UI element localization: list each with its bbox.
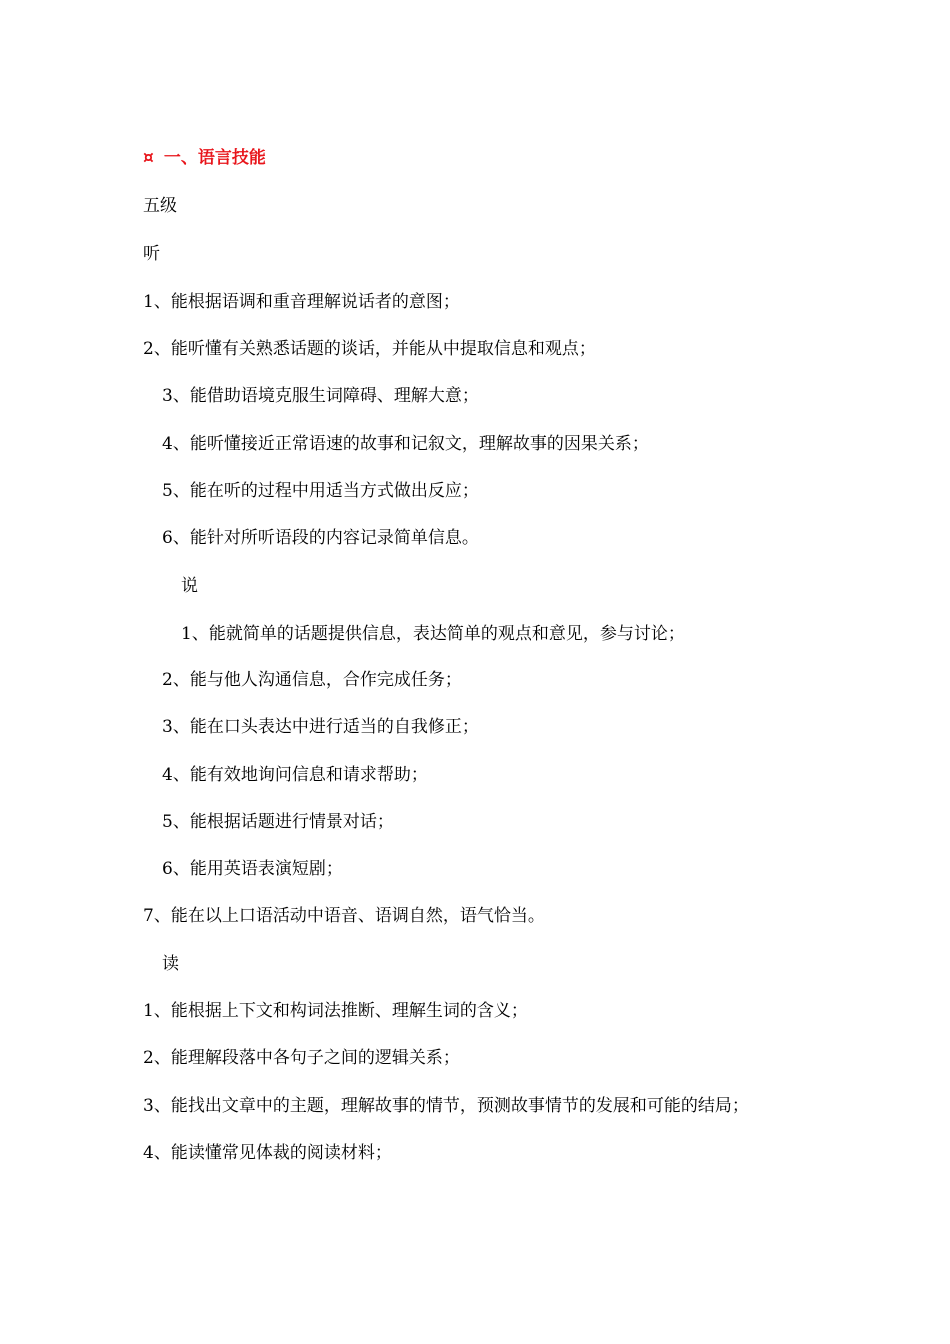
listening-title: 听 — [143, 244, 160, 264]
list-item: 4、能听懂接近正常语速的故事和记叙文，理解故事的因果关系； — [162, 434, 649, 454]
list-item: 7、能在以上口语活动中语音、语调自然，语气恰当。 — [143, 906, 545, 926]
list-item: 5、能根据话题进行情景对话； — [162, 812, 394, 832]
list-item: 6、能用英语表演短剧； — [162, 859, 343, 879]
section-heading-text: 一、语言技能 — [163, 148, 266, 168]
list-item: 1、能根据上下文和构词法推断、理解生词的含义； — [143, 1001, 528, 1021]
list-item: 5、能在听的过程中用适当方式做出反应； — [162, 481, 479, 501]
list-item: 4、能有效地询问信息和请求帮助； — [162, 765, 428, 785]
currency-sign-icon: ¤ — [143, 148, 154, 168]
list-item: 3、能借助语境克服生词障碍、理解大意； — [162, 386, 479, 406]
list-item: 2、能理解段落中各句子之间的逻辑关系； — [143, 1048, 460, 1068]
speaking-title: 说 — [181, 576, 198, 596]
list-item: 1、能就简单的话题提供信息，表达简单的观点和意见，参与讨论； — [181, 624, 685, 644]
section-heading — [143, 146, 266, 170]
list-item: 3、能在口头表达中进行适当的自我修正； — [162, 717, 479, 737]
level-label: 五级 — [143, 196, 177, 216]
list-item: 2、能与他人沟通信息，合作完成任务； — [162, 670, 462, 690]
reading-title: 读 — [162, 954, 179, 974]
list-item: 3、能找出文章中的主题，理解故事的情节，预测故事情节的发展和可能的结局； — [143, 1096, 749, 1116]
list-item: 6、能针对所听语段的内容记录简单信息。 — [162, 528, 479, 548]
list-item: 2、能听懂有关熟悉话题的谈话，并能从中提取信息和观点； — [143, 339, 596, 359]
list-item: 4、能读懂常见体裁的阅读材料； — [143, 1143, 392, 1163]
list-item: 1、能根据语调和重音理解说话者的意图； — [143, 292, 460, 312]
